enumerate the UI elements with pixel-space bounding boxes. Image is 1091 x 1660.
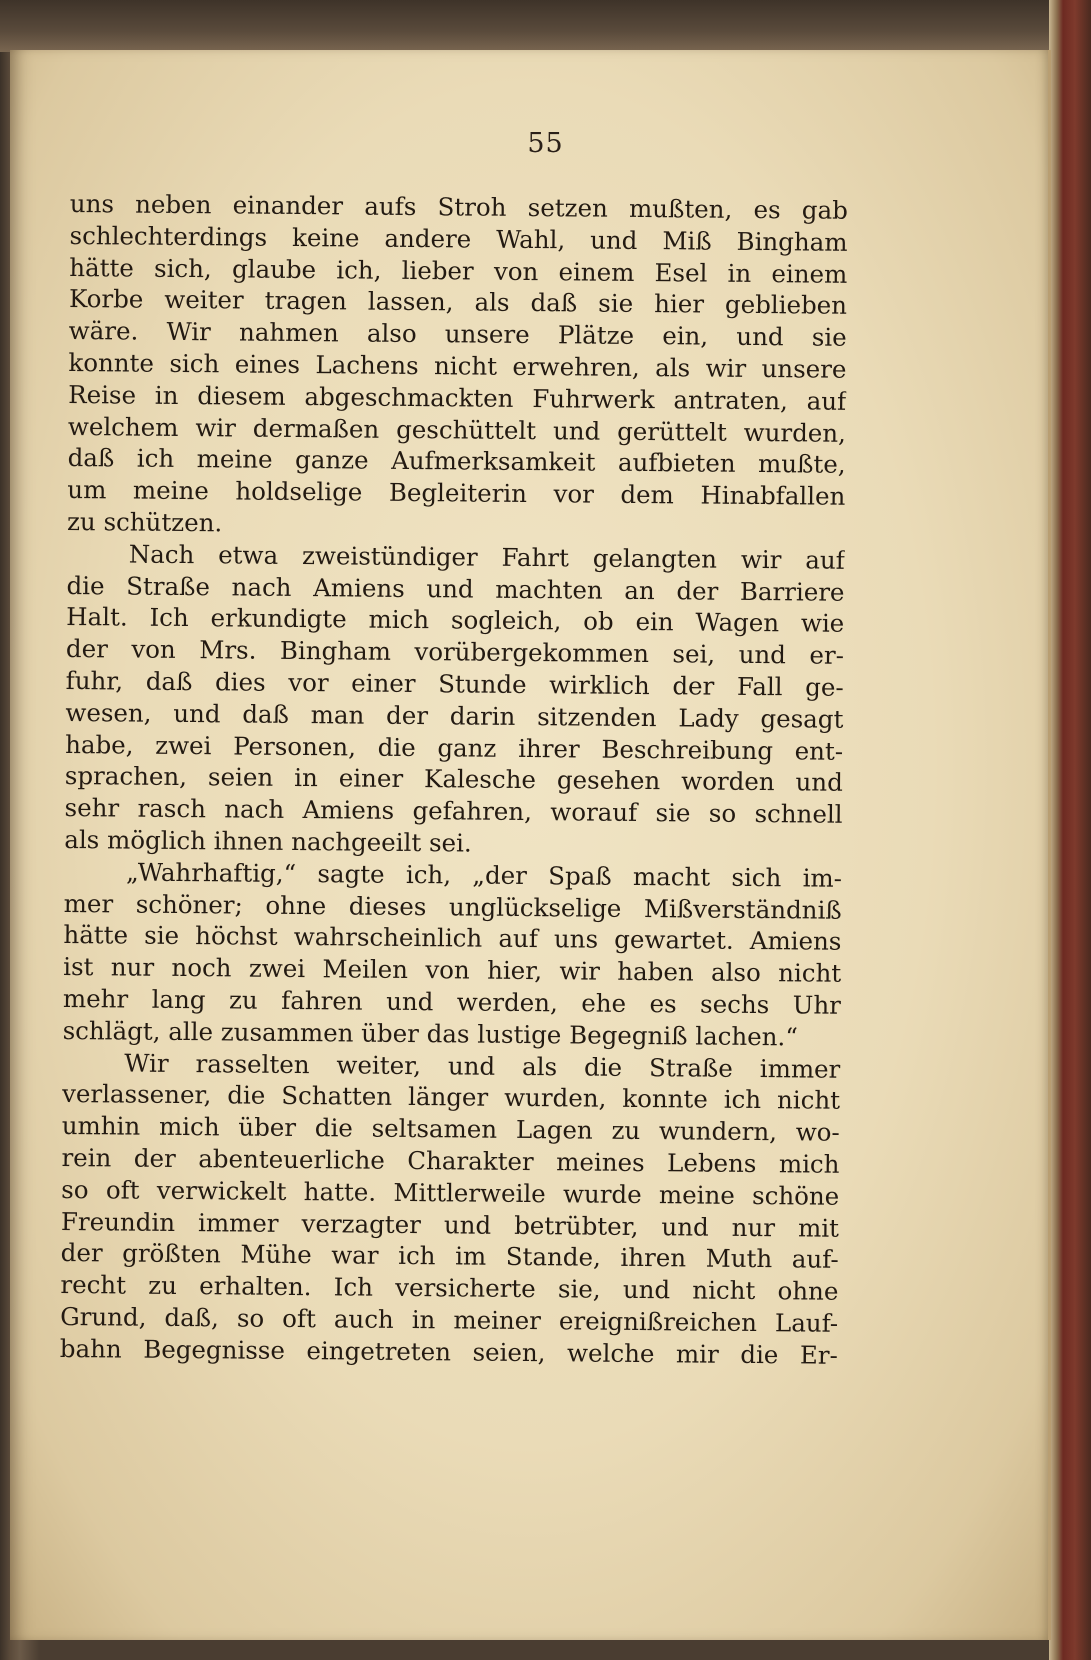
- text-line: rein der abenteuerliche Charakter meines Lebens mich: [61, 1142, 840, 1179]
- text-line: Reise in diesem abgeschmackten Fuhrwerk antraten, auf: [68, 379, 847, 416]
- text-line: ist nur noch zwei Meilen von hier, wir haben also nicht: [63, 952, 842, 988]
- text-line: recht zu erhalten. Ich versicherte sie, und nicht ohne: [60, 1270, 839, 1306]
- text-line: habe, zwei Personen, die ganz ihrer Beschreibung ent-: [65, 729, 844, 766]
- text-line: uns neben einander aufs Stroh setzen mußten, es gab: [69, 188, 848, 225]
- text-line: der von Mrs. Bingham vorübergekommen sei, und er-: [65, 634, 845, 670]
- text-line: umhin mich über die seltsamen Lagen zu wundern, wo-: [61, 1111, 840, 1147]
- text-line: hätte sich, glaube ich, lieber von einem Esel in einem: [69, 252, 848, 289]
- text-line: bahn Begegnisse eingetreten seien, welche mir die Er-: [59, 1333, 838, 1370]
- text-line: wesen, und daß man der darin sitzenden Lady gesagt: [65, 697, 844, 734]
- text-line: konnte sich eines Lachens nicht erwehren, als wir unsere: [68, 347, 847, 384]
- text-line: zu schützen.: [66, 506, 223, 538]
- text-line: um meine holdselige Begleiterin vor dem Hinabfallen: [67, 475, 846, 511]
- text-line: als möglich ihnen nachgeeilt sei.: [64, 824, 472, 858]
- text-line: fuhr, daß dies vor einer Stunde wirklich der Fall ge-: [65, 665, 844, 702]
- text-line: sprachen, seien in einer Kalesche gesehen worden und: [64, 761, 843, 798]
- text-line: wäre. Wir nahmen also unsere Plätze ein, und sie: [68, 316, 847, 352]
- text-line: daß ich meine ganze Aufmerksamkeit aufbieten mußte,: [67, 443, 846, 480]
- text-line: der größten Mühe war ich im Stande, ihren Muth auf-: [60, 1238, 839, 1275]
- scan-background-top: [0, 0, 1091, 52]
- text-line: Freundin immer verzagter und betrübter, und nur mit: [60, 1206, 840, 1243]
- text-line: so oft verwickelt hatte. Mittlerweile wurde meine schöne: [61, 1174, 840, 1211]
- text-line: sehr rasch nach Amiens gefahren, worauf sie so schnell: [64, 793, 843, 829]
- text-line: welchem wir dermaßen geschüttelt und gerüttelt wurden,: [67, 411, 847, 448]
- page-number: 55: [527, 128, 564, 159]
- page-text: [60, 188, 848, 1371]
- text-line: mer schöner; ohne dieses unglückselige Mißverständniß: [63, 888, 842, 925]
- text-line: Grund, daß, so oft auch in meiner ereignißreichen Lauf-: [60, 1301, 839, 1338]
- text-line: Wir rasselten weiter, und als die Straße immer: [124, 1048, 841, 1084]
- text-line: Nach etwa zweistündiger Fahrt gelangten wir auf: [128, 539, 845, 575]
- text-line: Korbe weiter tragen lassen, als daß sie hier geblieben: [68, 284, 848, 321]
- text-line: hätte sie höchst wahrscheinlich auf uns gewartet. Amiens: [63, 920, 842, 957]
- book-cover-edge: [1049, 0, 1091, 1660]
- text-line: schlägt, alle zusammen über das lustige Begegniß lachen.“: [62, 1015, 798, 1052]
- text-line: schlechterdings keine andere Wahl, und Miß Bingham: [69, 220, 848, 257]
- text-line: Halt. Ich erkundigte mich sogleich, ob ein Wagen wie: [66, 602, 845, 639]
- text-line: „Wahrhaftig,“ sagte ich, „der Spaß macht sich im-: [125, 857, 843, 893]
- text-line: mehr lang zu fahren und werden, ehe es sechs Uhr: [62, 983, 842, 1020]
- text-line: verlassener, die Schatten länger wurden, konnte ich nicht: [61, 1079, 841, 1116]
- text-line: die Straße nach Amiens und machten an der Barriere: [66, 570, 845, 607]
